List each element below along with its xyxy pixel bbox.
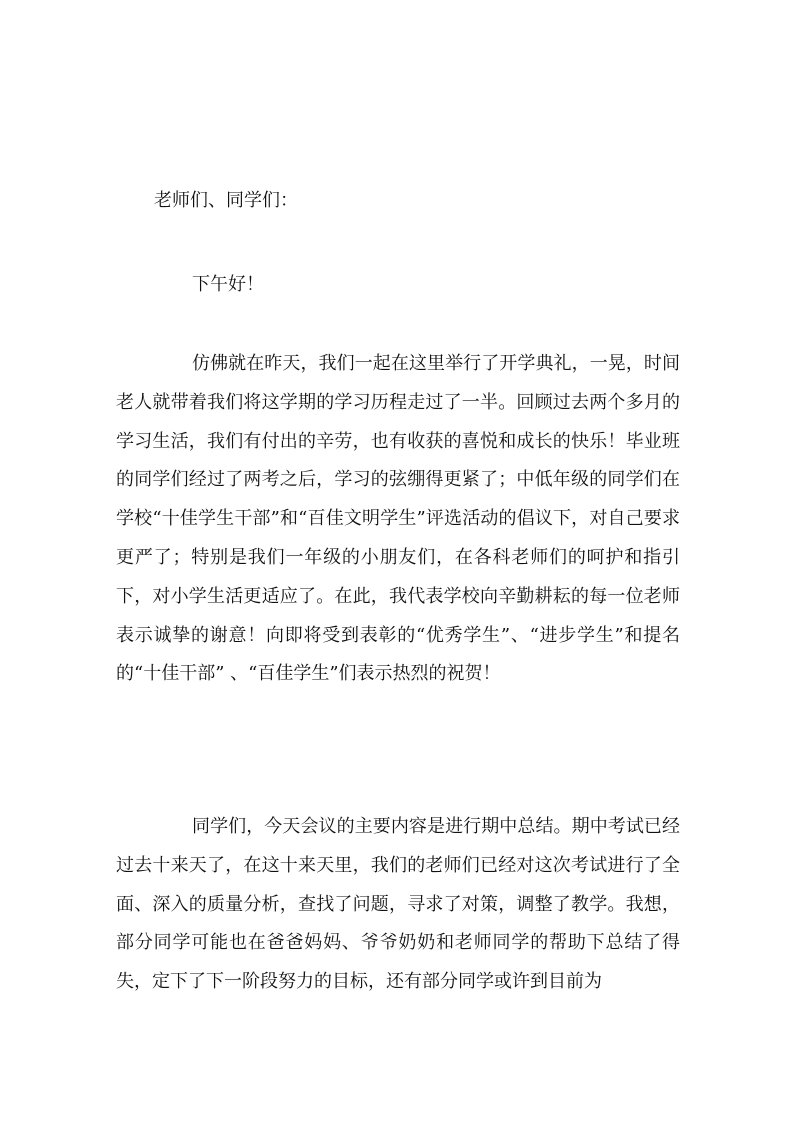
paragraph-review: 仿佛就在昨天，我们一起在这里举行了开学典礼，一晃，时间老人就带着我们将这学期的学习历程走过了一半。回顾过去两个多月的学习生活，我们有付出的辛劳，也有收获的喜悦和成长的快乐！毕业班的同学们经过了两考之后，学习的弦绷得更紧了；中低年级的同学们在学校“十佳学生干部”和“百佳文明学生”评选活动的倡议下，对自己要求更严了；特别是我们一年级的小朋友们，在各科老师们的呵护和指引下，对小学生活更适应了。在此，我代表学校向辛勤耕耘的每一位老师表示诚挚的谢意！向即将受到表彰的“优秀学生”、“进步学生”和提名的“十佳干部” 、“百佳学生”们表示热烈的祝贺！ (116, 353, 680, 685)
paragraph-midterm-summary: 同学们，今天会议的主要内容是进行期中总结。期中考试已经过去十来天了，在这十来天里，我们的老师们已经对这次考试进行了全面、深入的质量分析，查找了问题，寻求了对策，调整了教学。我想，部分同学可能也在爸爸妈妈、爷爷奶奶和老师同学的帮助下总结了得失，定下了下一阶段努力的目标，还有部分同学或许到目前为 (116, 816, 680, 993)
greeting: 下午好！ (192, 274, 264, 295)
salutation: 老师们、同学们： (154, 190, 298, 211)
